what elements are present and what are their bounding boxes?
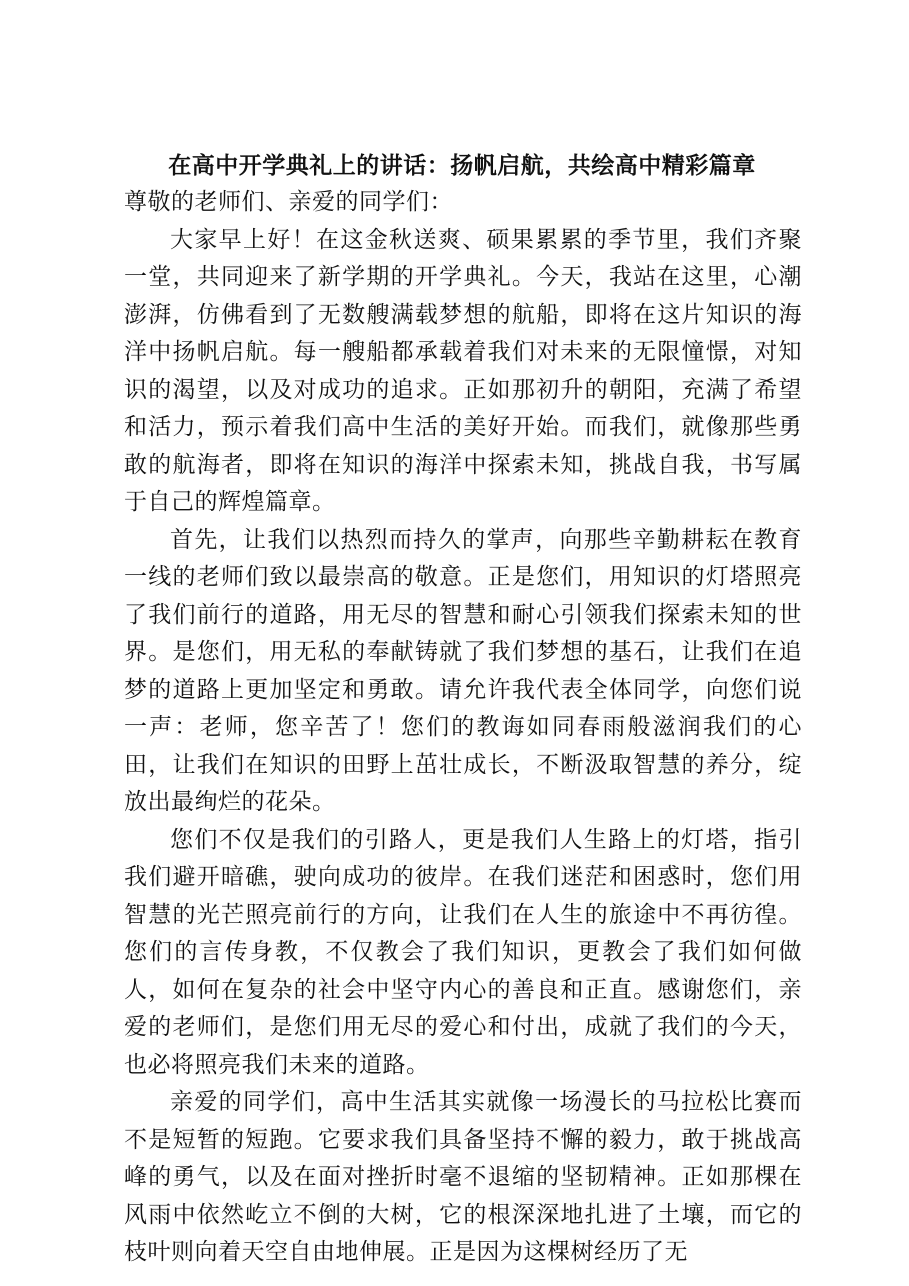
paragraph-greeting: 大家早上好！在这金秋送爽、硕果累累的季节里，我们齐聚一堂，共同迎来了新学期的开学典礼。今天，我站在这里，心潮澎湃，仿佛看到了无数艘满载梦想的航船，即将在这片知识的海洋中扬帆启航。每一艘船都承载着我们对未来的无限憧憬，对知识的渴望，以及对成功的追求。正如那初升的朝阳，充满了希望和活力，预示着我们高中生活的美好开始。而我们，就像那些勇敢的航海者，即将在知识的海洋中探索未知，挑战自我，书写属于自己的辉煌篇章。 <box>124 226 802 515</box>
paragraph-guiding-light: 您们不仅是我们的引路人，更是我们人生路上的灯塔，指引我们避开暗礁，驶向成功的彼岸。在我们迷茫和困惑时，您们用智慧的光芒照亮前行的方向，让我们在人生的旅途中不再彷徨。您们的言传身教，不仅教会了我们知识，更教会了我们如何做人，如何在复杂的社会中坚守内心的善良和正直。感谢您们，亲爱的老师们，是您们用无尽的爱心和付出，成就了我们的今天，也必将照亮我们未来的道路。 <box>124 826 802 1078</box>
document-title: 在高中开学典礼上的讲话：扬帆启航，共绘高中精彩篇章 <box>168 152 756 179</box>
paragraph-thanks-teachers: 首先，让我们以热烈而持久的掌声，向那些辛勤耕耘在教育一线的老师们致以最崇高的敬意。正是您们，用知识的灯塔照亮了我们前行的道路，用无尽的智慧和耐心引领我们探索未知的世界。是您们，用无私的奉献铸就了我们梦想的基石，让我们在追梦的道路上更加坚定和勇敢。请允许我代表全体同学，向您们说一声：老师，您辛苦了！您们的教诲如同春雨般滋润我们的心田，让我们在知识的田野上茁壮成长，不断汲取智慧的养分，绽放出最绚烂的花朵。 <box>124 526 802 815</box>
paragraph-marathon: 亲爱的同学们，高中生活其实就像一场漫长的马拉松比赛而不是短暂的短跑。它要求我们具备坚持不懈的毅力，敢于挑战高峰的勇气，以及在面对挫折时毫不退缩的坚韧精神。正如那棵在风雨中依然屹立不倒的大树，它的根深深地扎进了土壤，而它的枝叶则向着天空自由地伸展。正是因为这棵树经历了无 <box>124 1089 802 1265</box>
salutation: 尊敬的老师们、亲爱的同学们： <box>124 189 453 215</box>
document-body <box>124 184 802 1272</box>
